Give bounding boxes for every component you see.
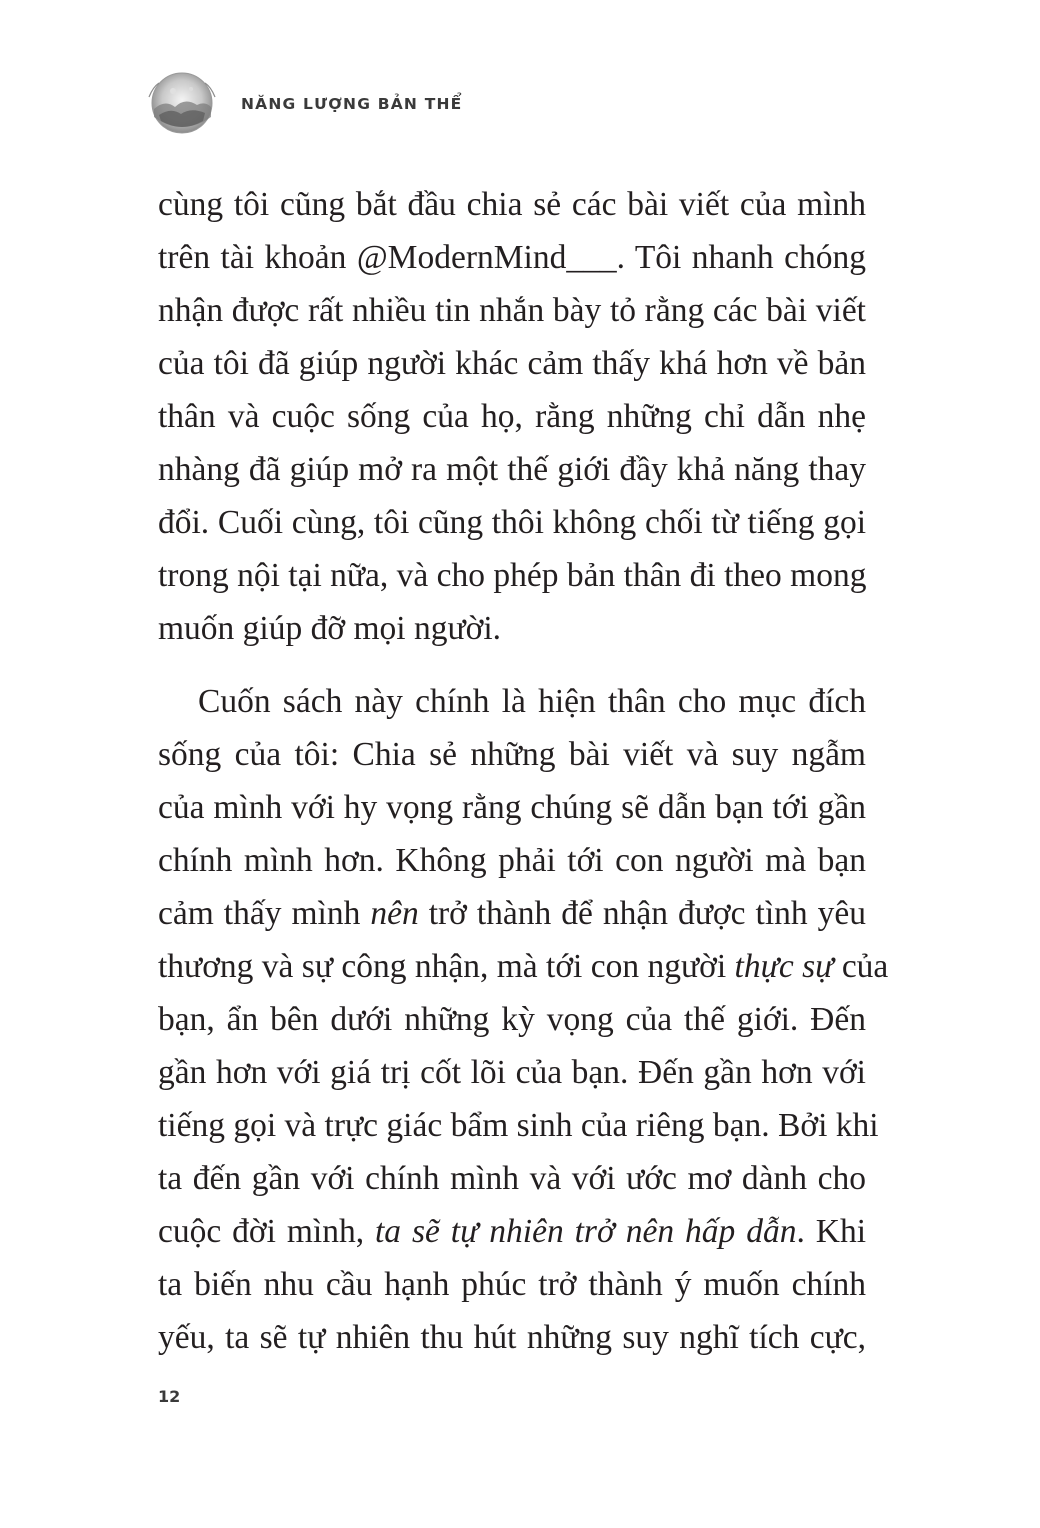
text-line xyxy=(158,887,866,940)
text-line: trong nội tại nữa, và cho phép bản thân đi theo mong xyxy=(158,557,867,594)
text-line: yếu, ta sẽ tự nhiên thu hút những suy nghĩ tích cực, xyxy=(158,1319,866,1356)
paragraph-1 xyxy=(158,178,866,655)
text-line: gần hơn với giá trị cốt lõi của bạn. Đến gần hơn với xyxy=(158,1054,866,1091)
text-line: của tôi đã giúp người khác cảm thấy khá hơn về bản xyxy=(158,345,866,382)
moon-landscape-logo-icon xyxy=(145,67,219,141)
text-line: trên tài khoản @ModernMind___. Tôi nhanh chóng xyxy=(158,239,866,276)
text-line: bạn, ẩn bên dưới những kỳ vọng của thế giới. Đến xyxy=(158,1001,866,1038)
page-number: 12 xyxy=(158,1387,181,1406)
running-head: NĂNG LƯỢNG BẢN THỂ xyxy=(241,95,463,113)
text-segment: trở thành để nhận được tình yêu xyxy=(418,895,866,932)
text-line xyxy=(158,1205,866,1258)
emphasis-text: thực sự xyxy=(734,948,834,985)
text-line: của mình với hy vọng rằng chúng sẽ dẫn bạn tới gần xyxy=(158,789,866,826)
text-line: thân và cuộc sống của họ, rằng những chỉ dẫn nhẹ xyxy=(158,398,866,435)
text-line: Cuốn sách này chính là hiện thân cho mục đích xyxy=(198,683,866,720)
paragraph-2 xyxy=(158,675,889,1364)
text-line: nhàng đã giúp mở ra một thế giới đầy khả năng thay xyxy=(158,451,866,488)
text-line: cùng tôi cũng bắt đầu chia sẻ các bài viết của mình xyxy=(158,186,866,223)
emphasis-text: nên xyxy=(370,895,419,932)
text-line: chính mình hơn. Không phải tới con người mà bạn xyxy=(158,842,866,879)
text-segment: cảm thấy mình xyxy=(158,895,371,932)
emphasis-text: ta sẽ tự nhiên trở nên hấp dẫn xyxy=(375,1213,797,1250)
text-segment: của xyxy=(833,948,889,985)
text-segment: cuộc đời mình, xyxy=(158,1213,375,1250)
text-line: tiếng gọi và trực giác bẩm sinh của riêng bạn. Bởi khi xyxy=(158,1107,879,1144)
text-segment: . Khi xyxy=(796,1213,867,1250)
text-line: ta biến nhu cầu hạnh phúc trở thành ý muốn chính xyxy=(158,1266,866,1303)
text-line: ta đến gần với chính mình và với ước mơ dành cho xyxy=(158,1160,866,1197)
text-line xyxy=(158,940,889,993)
text-line: muốn giúp đỡ mọi người. xyxy=(158,610,501,647)
paragraph-gap xyxy=(158,655,866,675)
text-segment: thương và sự công nhận, mà tới con người xyxy=(158,948,735,985)
text-line: đổi. Cuối cùng, tôi cũng thôi không chối từ tiếng gọi xyxy=(158,504,866,541)
text-line: nhận được rất nhiều tin nhắn bày tỏ rằng các bài viết xyxy=(158,292,866,329)
body-text xyxy=(158,178,889,1364)
page-header xyxy=(145,64,462,144)
text-line: sống của tôi: Chia sẻ những bài viết và suy ngẫm xyxy=(158,736,866,773)
